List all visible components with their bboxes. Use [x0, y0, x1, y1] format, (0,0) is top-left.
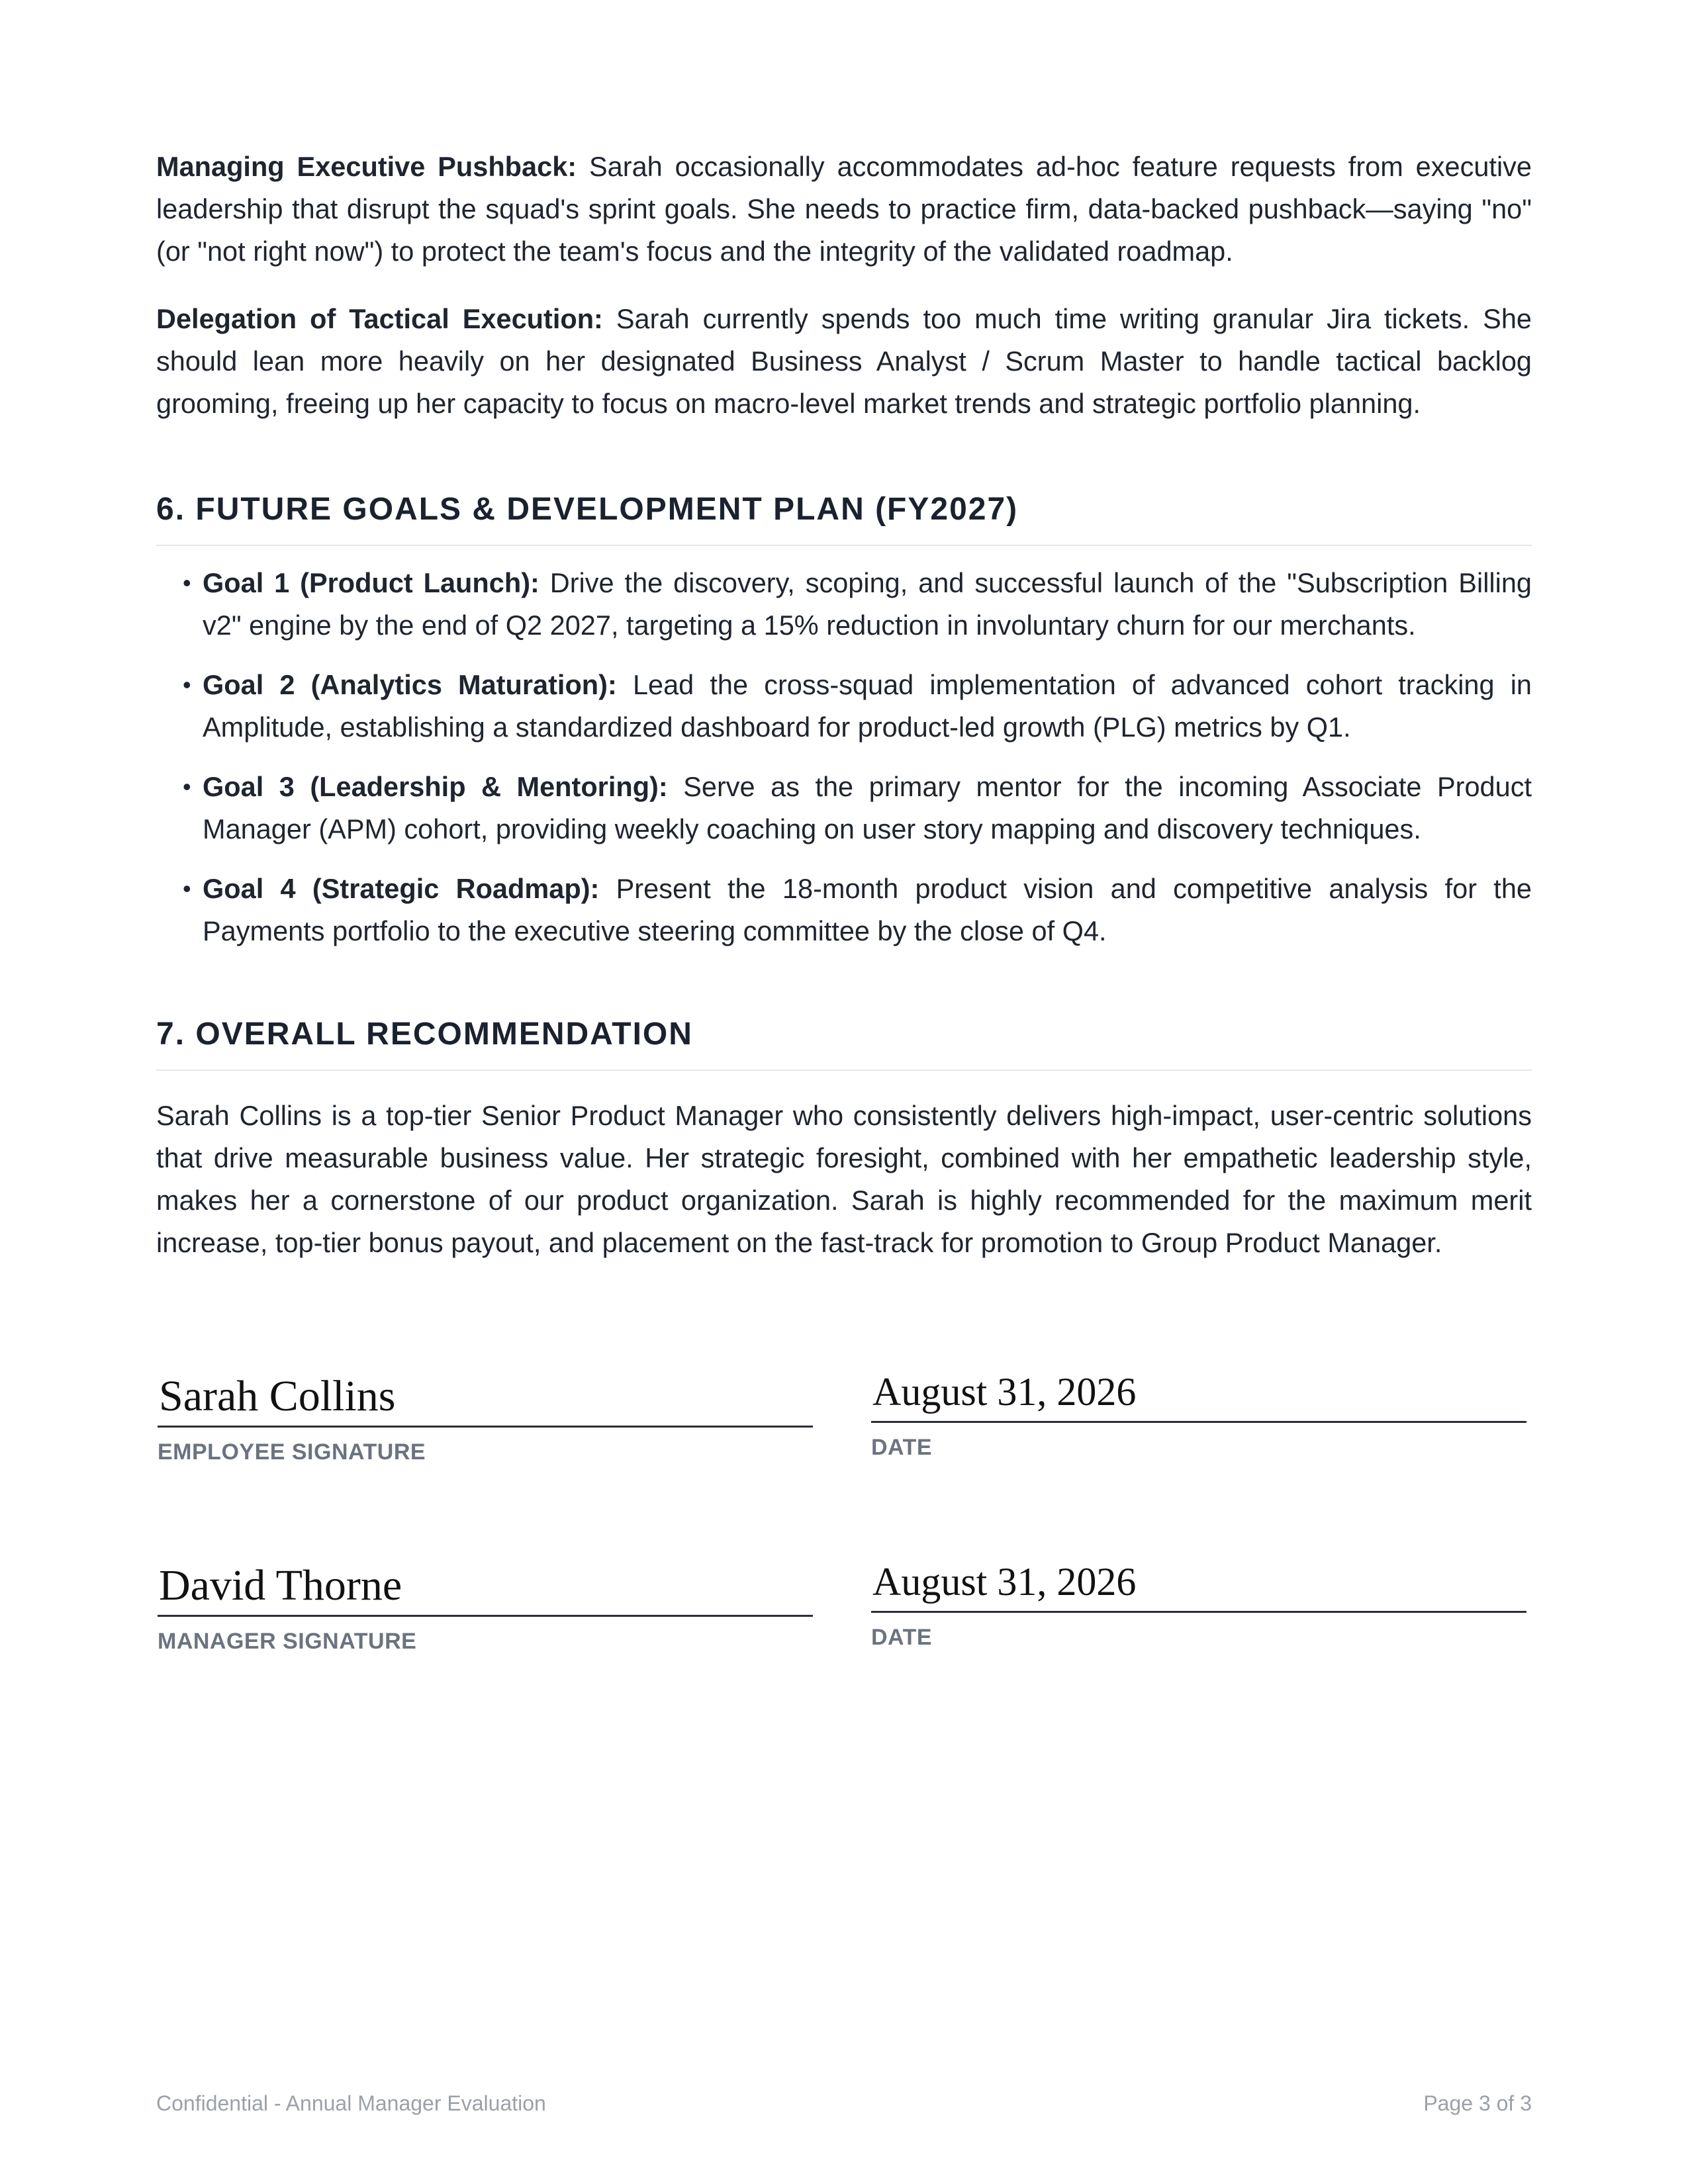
employee-date-caption: DATE	[871, 1435, 933, 1460]
bullet-icon: •	[183, 671, 191, 698]
goal-item	[156, 664, 1532, 749]
concern-delegation	[156, 298, 1532, 425]
employee-signature-caption: EMPLOYEE SIGNATURE	[158, 1439, 426, 1465]
goal-title: Goal 3 (Leadership & Mentoring):	[203, 771, 668, 802]
goal-text: Lead the cross-squad implementation of advanced cohort tracking in Amplitude, establishing a standardized dashboard for product-led growth (PLG) metrics by Q1.	[203, 669, 1532, 743]
footer-confidential: Confidential - Annual Manager Evaluation	[156, 2091, 546, 2115]
recommendation-text: Sarah Collins is a top-tier Senior Product Manager who consistently delivers high-impact, user-centric solutions that drive measurable business value. Her strategic foresight, combined with her empathetic leadership style, makes her a cornerstone of our product organization. Sarah is highly recommended for the maximum merit increase, top-tier bonus payout, and placement on the fast-track for promotion to Group Product Manager.	[156, 1100, 1532, 1258]
goals-list	[156, 562, 1532, 952]
concern-executive-pushback	[156, 146, 1532, 273]
manager-date-caption: DATE	[871, 1625, 933, 1650]
goal-title: Goal 1 (Product Launch):	[203, 567, 539, 598]
concern-title: Delegation of Tactical Execution:	[156, 303, 603, 334]
goal-text: Present the 18-month product vision and competitive analysis for the Payments portfolio to the executive steering committee by the close of Q4.	[203, 873, 1532, 946]
manager-signature: David Thorne	[158, 1559, 813, 1617]
manager-date-block	[871, 1555, 1526, 1651]
concern-title: Managing Executive Pushback:	[156, 151, 577, 182]
manager-signature-caption: MANAGER SIGNATURE	[158, 1629, 417, 1654]
section-heading-overall-recommendation: 7. OVERALL RECOMMENDATION	[156, 1016, 1532, 1071]
goal-title: Goal 4 (Strategic Roadmap):	[203, 873, 600, 904]
goal-text: Drive the discovery, scoping, and successful launch of the "Subscription Billing v2" engine by the end of Q2 2027, targeting a 15% reduction in involuntary churn for our merchants.	[203, 567, 1532, 641]
goal-title: Goal 2 (Analytics Maturation):	[203, 669, 617, 700]
section-heading-future-goals: 6. FUTURE GOALS & DEVELOPMENT PLAN (FY2027)	[156, 491, 1532, 546]
bullet-icon: •	[183, 569, 191, 596]
document-page	[156, 146, 1532, 1289]
goal-item	[156, 766, 1532, 850]
concern-text: Sarah currently spends too much time writing granular Jira tickets. She should lean more heavily on her designated Business Analyst / Scrum Master to handle tactical backlog grooming, freeing up her capacity to focus on macro-level market trends and strategic portfolio planning.	[156, 303, 1532, 419]
footer-page-number: Page 3 of 3	[1423, 2091, 1532, 2115]
concern-text: Sarah occasionally accommodates ad-hoc feature requests from executive leadership that disrupt the squad's sprint goals. She needs to practice firm, data-backed pushback—saying "no" (or "not right now") to protect the team's focus and the integrity of the validated roadmap.	[156, 151, 1532, 267]
manager-signature-date: August 31, 2026	[871, 1555, 1526, 1613]
employee-signature-date: August 31, 2026	[871, 1365, 1526, 1423]
goal-item	[156, 868, 1532, 952]
employee-date-block	[871, 1365, 1526, 1461]
manager-signature-block	[158, 1559, 813, 1655]
employee-signature: Sarah Collins	[158, 1370, 813, 1428]
bullet-icon: •	[183, 875, 191, 902]
bullet-icon: •	[183, 773, 191, 800]
goal-item	[156, 562, 1532, 647]
goal-text: Serve as the primary mentor for the incoming Associate Product Manager (APM) cohort, providing weekly coaching on user story mapping and discovery techniques.	[203, 771, 1532, 844]
employee-signature-block	[158, 1370, 813, 1465]
